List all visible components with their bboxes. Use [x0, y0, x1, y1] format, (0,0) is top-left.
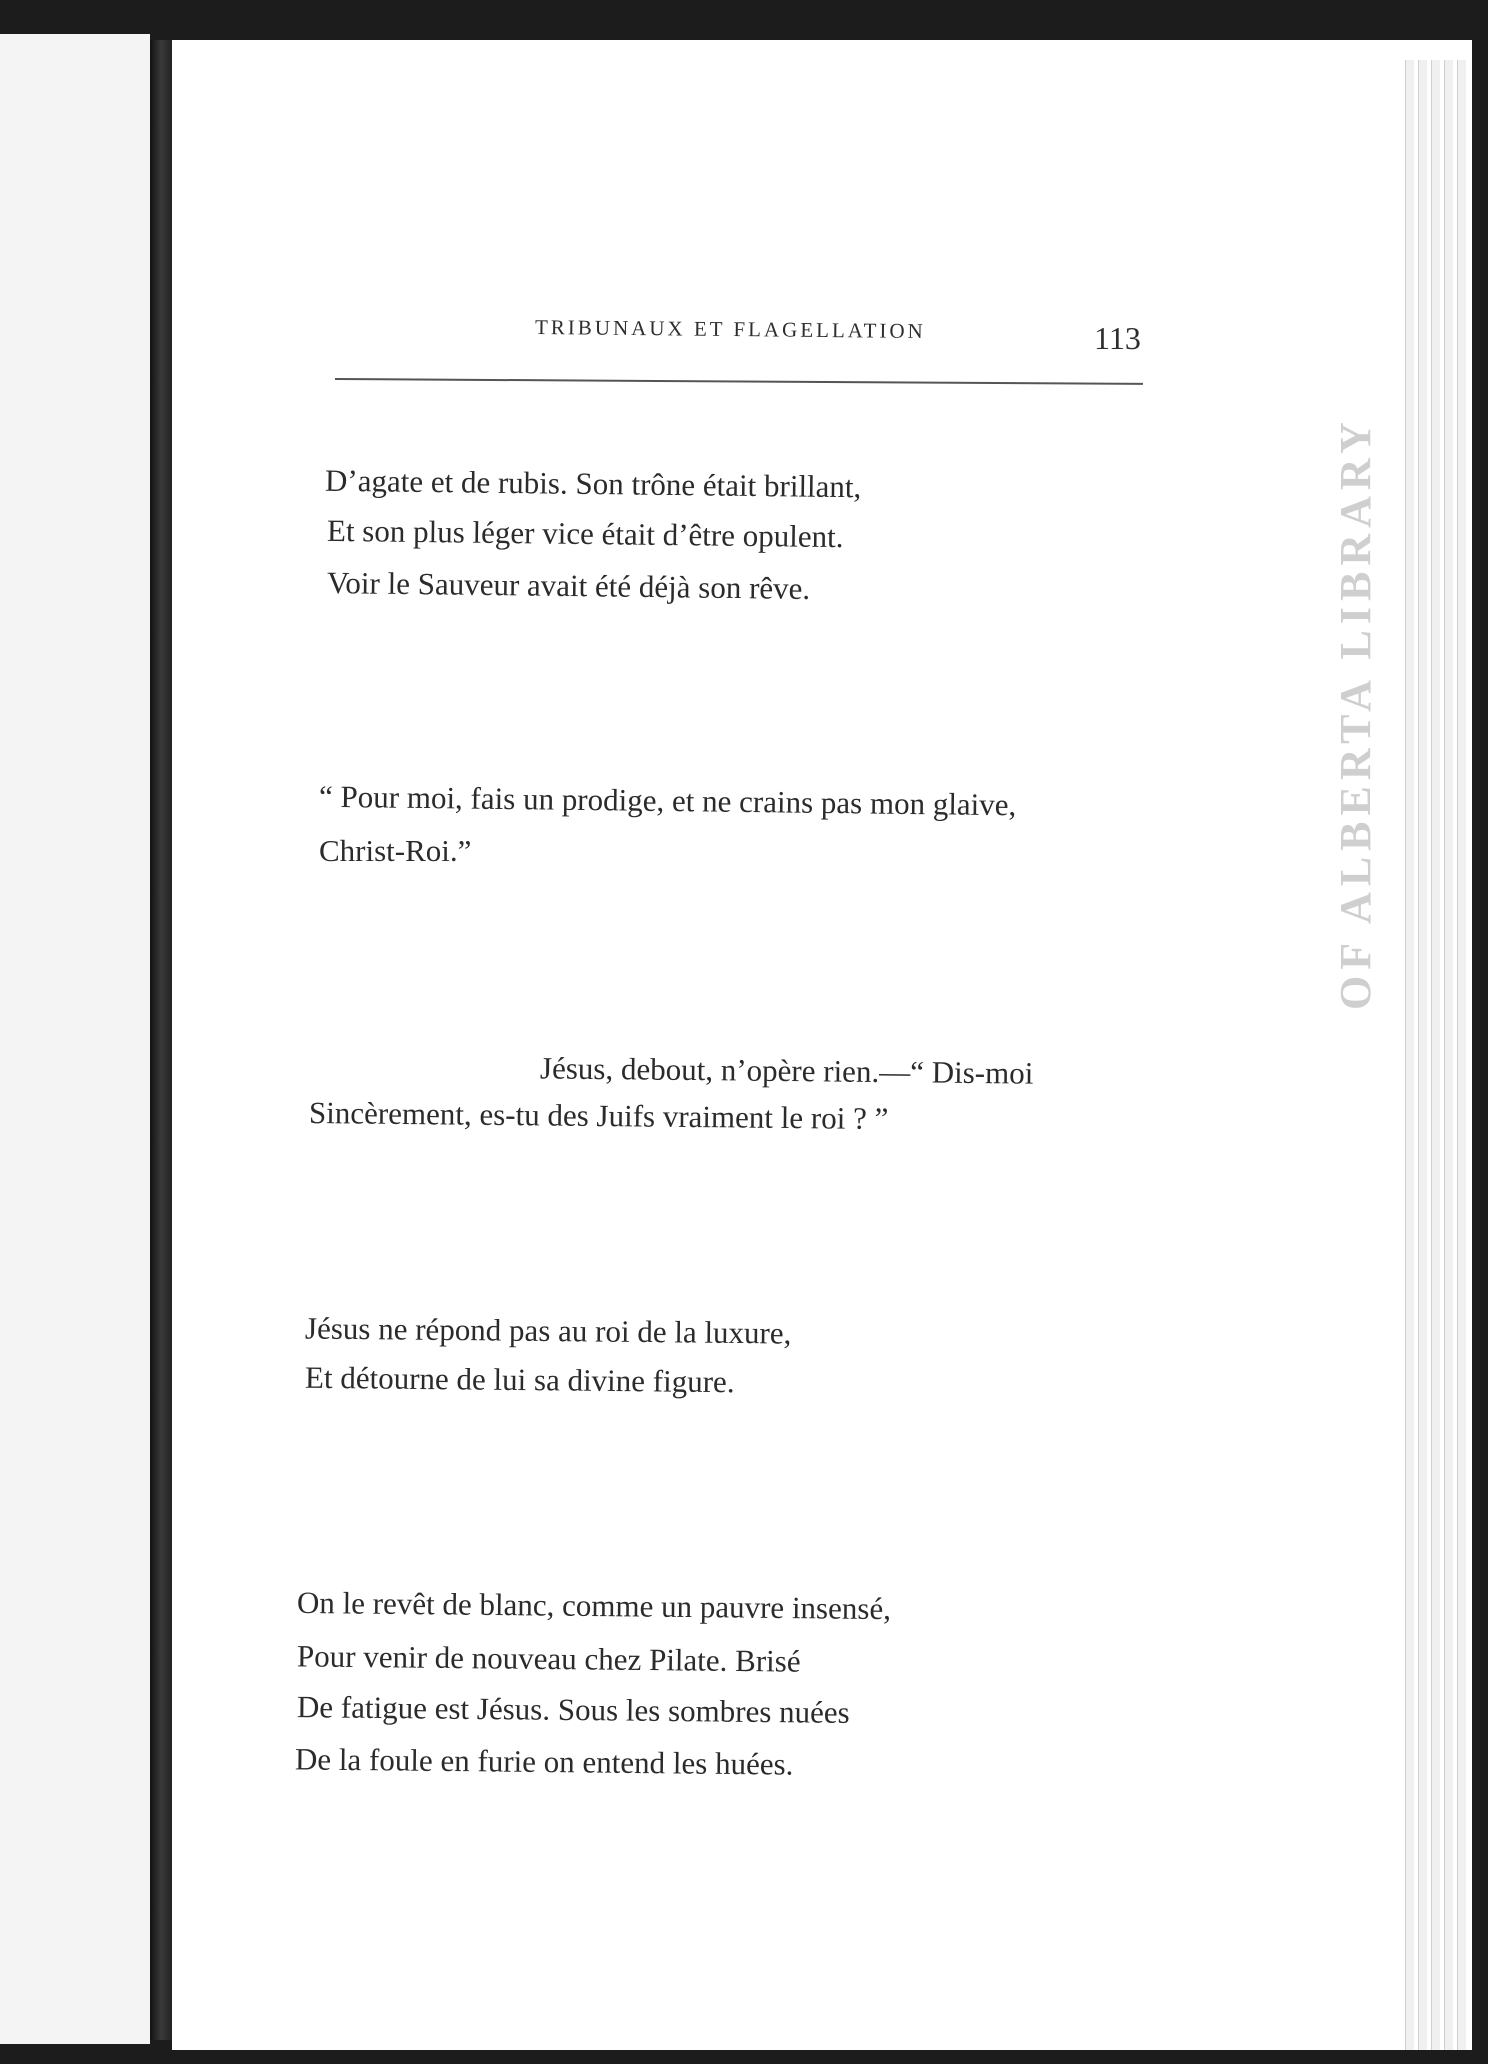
verse-line: D’agate et de rubis. Son trône était brillant, — [324, 462, 862, 505]
verse-line: “ Pour moi, fais un prodige, et ne crains pas mon glaive, — [318, 778, 1017, 823]
page-number: 113 — [1094, 320, 1141, 356]
verse-line: Voir le Sauveur avait été déjà son rêve. — [326, 565, 811, 606]
verse-line: Christ-Roi.” — [319, 833, 472, 868]
verse-line: De la foule en furie on entend les huées. — [294, 1741, 794, 1782]
facing-page-edge — [0, 34, 150, 2044]
book-gutter — [150, 40, 172, 2040]
verse-line: Pour venir de nouveau chez Pilate. Brisé — [296, 1638, 801, 1679]
verse-line: De fatigue est Jésus. Sous les sombres nuées — [296, 1689, 850, 1730]
verse-line: Et détourne de lui sa divine figure. — [304, 1359, 735, 1400]
page-edge — [1457, 60, 1466, 2050]
verse-line: Jésus ne répond pas au roi de la luxure, — [304, 1310, 792, 1351]
page-edge — [1405, 60, 1414, 2050]
page-edge — [1431, 60, 1440, 2050]
verse-line: Sincèrement, es-tu des Juifs vraiment le roi ? ” — [308, 1094, 889, 1137]
verse-line: Et son plus léger vice était d’être opulent. — [326, 512, 844, 555]
library-stamp: OF ALBERTA LIBRARY — [1331, 416, 1380, 1010]
page-edge — [1418, 60, 1427, 2050]
verse-line: Jésus, debout, n’opère rien.—“ Dis-moi — [539, 1050, 1034, 1091]
page-edge — [1444, 60, 1453, 2050]
verse-line: On le revêt de blanc, comme un pauvre insensé, — [296, 1584, 892, 1627]
running-head: TRIBUNAUX ET FLAGELLATION — [534, 314, 926, 344]
